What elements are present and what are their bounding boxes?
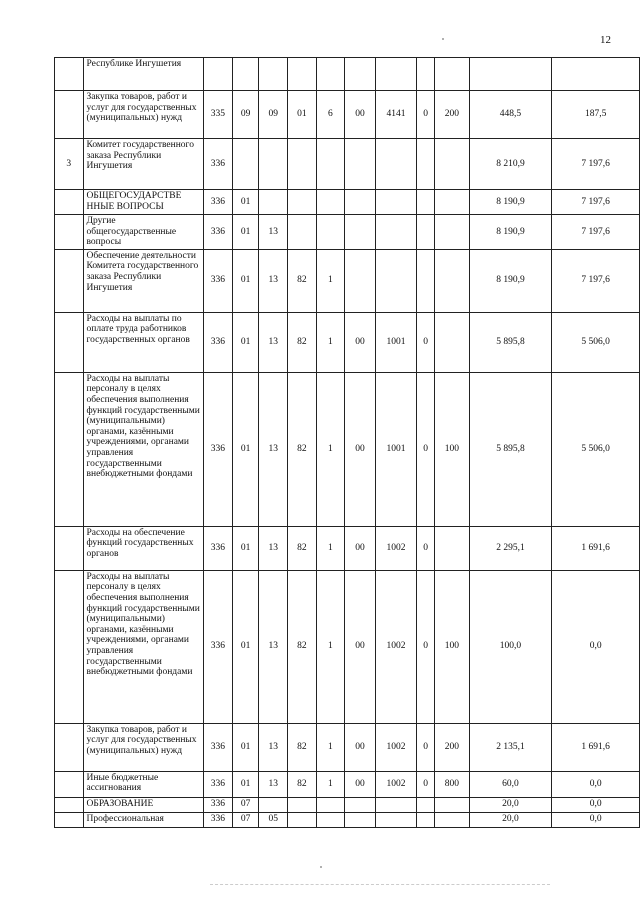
code-cell: 1002 bbox=[375, 570, 417, 723]
scan-edge-line bbox=[210, 884, 550, 885]
item-name-cell: Расходы на выплаты по оплате труда работников государственных органов bbox=[83, 312, 204, 372]
amount-cell: 60,0 bbox=[469, 771, 552, 797]
code-cell bbox=[417, 797, 435, 812]
code-cell: 13 bbox=[259, 249, 288, 312]
code-cell: 336 bbox=[204, 570, 233, 723]
row-number-cell bbox=[55, 91, 84, 139]
table-row bbox=[55, 249, 640, 312]
code-cell bbox=[375, 812, 417, 827]
code-cell: 336 bbox=[204, 249, 233, 312]
code-cell: 1002 bbox=[375, 526, 417, 570]
code-cell bbox=[288, 812, 317, 827]
amount-cell: 7 197,6 bbox=[552, 249, 640, 312]
amount-cell: 1 691,6 bbox=[552, 723, 640, 771]
table-row bbox=[55, 215, 640, 250]
code-cell bbox=[259, 190, 288, 215]
amount-cell: 1 691,6 bbox=[552, 526, 640, 570]
item-name-cell: Закупка товаров, работ и услуг для государственных (муниципальных) нужд bbox=[83, 723, 204, 771]
code-cell: 336 bbox=[204, 797, 233, 812]
code-cell: 82 bbox=[288, 570, 317, 723]
code-cell: 13 bbox=[259, 723, 288, 771]
code-cell: 13 bbox=[259, 526, 288, 570]
code-cell bbox=[345, 215, 376, 250]
code-cell bbox=[232, 58, 259, 91]
amount-cell: 0,0 bbox=[552, 771, 640, 797]
item-name-cell: Республике Ингушетия bbox=[83, 58, 204, 91]
amount-cell: 8 190,9 bbox=[469, 249, 552, 312]
item-name-cell: ОБРАЗОВАНИЕ bbox=[83, 797, 204, 812]
code-cell: 0 bbox=[417, 91, 435, 139]
code-cell: 00 bbox=[345, 91, 376, 139]
code-cell bbox=[316, 190, 345, 215]
code-cell: 01 bbox=[232, 771, 259, 797]
code-cell: 01 bbox=[232, 570, 259, 723]
code-cell: 82 bbox=[288, 312, 317, 372]
code-cell: 00 bbox=[345, 312, 376, 372]
code-cell: 09 bbox=[232, 91, 259, 139]
code-cell: 01 bbox=[232, 312, 259, 372]
code-cell: 1001 bbox=[375, 372, 417, 526]
code-cell: 82 bbox=[288, 771, 317, 797]
item-name-cell: Обеспечение деятельности Комитета государственного заказа Республики Ингушетия bbox=[83, 249, 204, 312]
code-cell bbox=[316, 797, 345, 812]
scan-speck bbox=[320, 866, 322, 868]
page-number: 12 bbox=[600, 34, 611, 46]
code-cell bbox=[435, 249, 470, 312]
code-cell bbox=[288, 139, 317, 190]
amount-cell bbox=[552, 58, 640, 91]
amount-cell: 0,0 bbox=[552, 812, 640, 827]
code-cell: 336 bbox=[204, 372, 233, 526]
code-cell: 1 bbox=[316, 723, 345, 771]
amount-cell: 20,0 bbox=[469, 797, 552, 812]
code-cell: 00 bbox=[345, 372, 376, 526]
amount-cell: 5 506,0 bbox=[552, 372, 640, 526]
item-name-cell: Иные бюджетные ассигнования bbox=[83, 771, 204, 797]
amount-cell: 448,5 bbox=[469, 91, 552, 139]
item-name-cell: Другие общегосударственные вопросы bbox=[83, 215, 204, 250]
code-cell: 200 bbox=[435, 723, 470, 771]
code-cell bbox=[417, 190, 435, 215]
code-cell bbox=[375, 215, 417, 250]
code-cell: 1 bbox=[316, 771, 345, 797]
code-cell: 1 bbox=[316, 249, 345, 312]
table-row bbox=[55, 372, 640, 526]
code-cell bbox=[375, 190, 417, 215]
row-number-cell bbox=[55, 249, 84, 312]
code-cell: 100 bbox=[435, 372, 470, 526]
code-cell bbox=[417, 215, 435, 250]
code-cell: 13 bbox=[259, 372, 288, 526]
row-number-cell bbox=[55, 812, 84, 827]
row-number-cell bbox=[55, 190, 84, 215]
code-cell: 00 bbox=[345, 723, 376, 771]
code-cell bbox=[435, 526, 470, 570]
item-name-cell: Закупка товаров, работ и услуг для государственных (муниципальных) нужд bbox=[83, 91, 204, 139]
amount-cell: 7 197,6 bbox=[552, 139, 640, 190]
code-cell: 07 bbox=[232, 812, 259, 827]
code-cell: 0 bbox=[417, 570, 435, 723]
code-cell bbox=[345, 139, 376, 190]
amount-cell: 100,0 bbox=[469, 570, 552, 723]
code-cell: 336 bbox=[204, 215, 233, 250]
table-row bbox=[55, 526, 640, 570]
code-cell: 00 bbox=[345, 526, 376, 570]
table-row bbox=[55, 312, 640, 372]
code-cell: 336 bbox=[204, 812, 233, 827]
code-cell bbox=[435, 58, 470, 91]
code-cell: 800 bbox=[435, 771, 470, 797]
code-cell: 01 bbox=[232, 190, 259, 215]
code-cell: 0 bbox=[417, 372, 435, 526]
amount-cell: 0,0 bbox=[552, 570, 640, 723]
code-cell: 05 bbox=[259, 812, 288, 827]
amount-cell: 2 135,1 bbox=[469, 723, 552, 771]
code-cell: 0 bbox=[417, 312, 435, 372]
code-cell bbox=[288, 797, 317, 812]
code-cell bbox=[417, 139, 435, 190]
amount-cell bbox=[469, 58, 552, 91]
code-cell bbox=[375, 797, 417, 812]
code-cell: 336 bbox=[204, 771, 233, 797]
row-number-cell bbox=[55, 58, 84, 91]
code-cell bbox=[204, 58, 233, 91]
amount-cell: 5 895,8 bbox=[469, 372, 552, 526]
amount-cell: 8 190,9 bbox=[469, 190, 552, 215]
code-cell: 0 bbox=[417, 723, 435, 771]
code-cell: 13 bbox=[259, 312, 288, 372]
table-row bbox=[55, 771, 640, 797]
table-row bbox=[55, 139, 640, 190]
code-cell: 336 bbox=[204, 312, 233, 372]
code-cell bbox=[316, 812, 345, 827]
code-cell bbox=[316, 139, 345, 190]
code-cell bbox=[417, 249, 435, 312]
row-number-cell bbox=[55, 312, 84, 372]
code-cell: 1002 bbox=[375, 723, 417, 771]
item-name-cell: Комитет государственного заказа Республики Ингушетия bbox=[83, 139, 204, 190]
code-cell: 1 bbox=[316, 570, 345, 723]
code-cell bbox=[435, 812, 470, 827]
item-name-cell: Расходы на обеспечение функций государственных органов bbox=[83, 526, 204, 570]
code-cell: 13 bbox=[259, 215, 288, 250]
code-cell bbox=[345, 797, 376, 812]
table-row bbox=[55, 58, 640, 91]
code-cell bbox=[232, 139, 259, 190]
code-cell bbox=[435, 190, 470, 215]
amount-cell: 0,0 bbox=[552, 797, 640, 812]
table-row bbox=[55, 570, 640, 723]
item-name-cell: ОБЩЕГОСУДАРСТВЕ ННЫЕ ВОПРОСЫ bbox=[83, 190, 204, 215]
table-row bbox=[55, 797, 640, 812]
code-cell: 1002 bbox=[375, 771, 417, 797]
row-number-cell bbox=[55, 526, 84, 570]
code-cell bbox=[375, 249, 417, 312]
amount-cell: 8 210,9 bbox=[469, 139, 552, 190]
row-number-cell: 3 bbox=[55, 139, 84, 190]
item-name-cell: Расходы на выплаты персоналу в целях обеспечения выполнения функций государственными (муниципальными) органами, казёнными учреждениями, органами управления государственными внебюджетными фондами bbox=[83, 372, 204, 526]
code-cell: 00 bbox=[345, 570, 376, 723]
code-cell: 0 bbox=[417, 771, 435, 797]
code-cell bbox=[345, 190, 376, 215]
row-number-cell bbox=[55, 570, 84, 723]
code-cell bbox=[345, 812, 376, 827]
code-cell: 336 bbox=[204, 190, 233, 215]
code-cell: 82 bbox=[288, 372, 317, 526]
code-cell: 01 bbox=[232, 249, 259, 312]
code-cell: 1 bbox=[316, 526, 345, 570]
code-cell: 82 bbox=[288, 526, 317, 570]
code-cell: 82 bbox=[288, 723, 317, 771]
amount-cell: 8 190,9 bbox=[469, 215, 552, 250]
code-cell bbox=[345, 58, 376, 91]
code-cell bbox=[435, 215, 470, 250]
code-cell: 01 bbox=[232, 723, 259, 771]
code-cell: 336 bbox=[204, 723, 233, 771]
code-cell: 01 bbox=[232, 215, 259, 250]
amount-cell: 7 197,6 bbox=[552, 190, 640, 215]
code-cell bbox=[288, 215, 317, 250]
code-cell bbox=[375, 139, 417, 190]
code-cell: 00 bbox=[345, 771, 376, 797]
table-row bbox=[55, 812, 640, 827]
code-cell: 1 bbox=[316, 372, 345, 526]
code-cell bbox=[316, 58, 345, 91]
code-cell bbox=[435, 797, 470, 812]
row-number-cell bbox=[55, 372, 84, 526]
code-cell bbox=[345, 249, 376, 312]
amount-cell: 7 197,6 bbox=[552, 215, 640, 250]
amount-cell: 2 295,1 bbox=[469, 526, 552, 570]
scan-speck bbox=[442, 38, 444, 40]
code-cell bbox=[316, 215, 345, 250]
amount-cell: 187,5 bbox=[552, 91, 640, 139]
code-cell bbox=[417, 58, 435, 91]
code-cell bbox=[435, 312, 470, 372]
code-cell: 07 bbox=[232, 797, 259, 812]
code-cell: 1 bbox=[316, 312, 345, 372]
row-number-cell bbox=[55, 723, 84, 771]
code-cell: 200 bbox=[435, 91, 470, 139]
code-cell bbox=[259, 797, 288, 812]
code-cell: 13 bbox=[259, 570, 288, 723]
row-number-cell bbox=[55, 797, 84, 812]
row-number-cell bbox=[55, 771, 84, 797]
item-name-cell: Профессиональная bbox=[83, 812, 204, 827]
code-cell: 01 bbox=[288, 91, 317, 139]
amount-cell: 20,0 bbox=[469, 812, 552, 827]
row-number-cell bbox=[55, 215, 84, 250]
code-cell bbox=[435, 139, 470, 190]
code-cell: 01 bbox=[232, 526, 259, 570]
code-cell: 82 bbox=[288, 249, 317, 312]
code-cell: 100 bbox=[435, 570, 470, 723]
code-cell: 335 bbox=[204, 91, 233, 139]
code-cell bbox=[288, 58, 317, 91]
code-cell: 09 bbox=[259, 91, 288, 139]
code-cell bbox=[288, 190, 317, 215]
code-cell: 336 bbox=[204, 526, 233, 570]
code-cell: 13 bbox=[259, 771, 288, 797]
table-row bbox=[55, 91, 640, 139]
code-cell: 1001 bbox=[375, 312, 417, 372]
code-cell: 6 bbox=[316, 91, 345, 139]
item-name-cell: Расходы на выплаты персоналу в целях обеспечения выполнения функций государственными (муниципальными) органами, казёнными учреждениями, органами управления государственными внебюджетными фондами bbox=[83, 570, 204, 723]
amount-cell: 5 506,0 bbox=[552, 312, 640, 372]
code-cell bbox=[417, 812, 435, 827]
code-cell bbox=[259, 139, 288, 190]
table-row bbox=[55, 723, 640, 771]
budget-table bbox=[54, 57, 640, 828]
table-row bbox=[55, 190, 640, 215]
code-cell: 01 bbox=[232, 372, 259, 526]
code-cell bbox=[375, 58, 417, 91]
code-cell bbox=[259, 58, 288, 91]
code-cell: 4141 bbox=[375, 91, 417, 139]
amount-cell: 5 895,8 bbox=[469, 312, 552, 372]
code-cell: 0 bbox=[417, 526, 435, 570]
code-cell: 336 bbox=[204, 139, 233, 190]
